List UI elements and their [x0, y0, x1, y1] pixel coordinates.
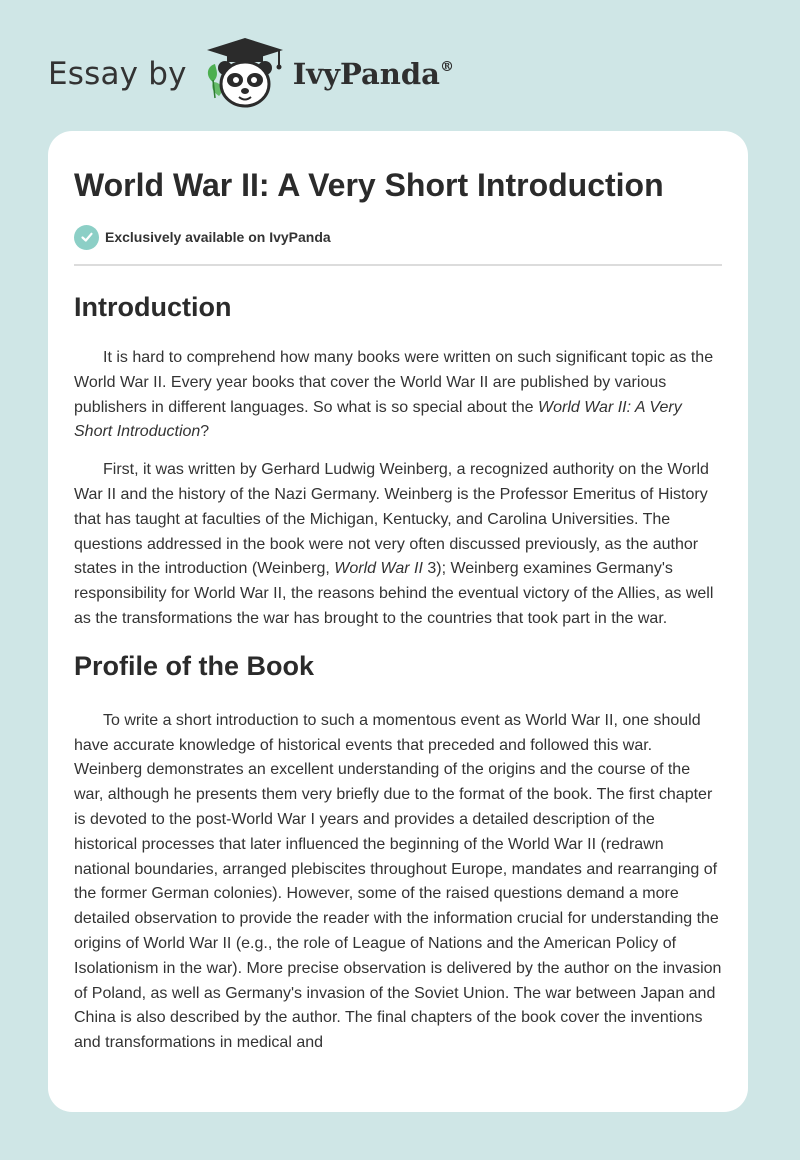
paragraph: To write a short introduction to such a momentous event as World War II, one should have accurate knowledge of historical events that preceded and followed this war. Weinberg demonstrates an excellent understanding of the origins and the course of the war, although he presents them very briefly due to the format of the book. The first chapter is devoted to the post-World War I years and provides a detailed description of the historical processes that later influenced the beginning of the World War II (redrawn national boundaries, arranged plebiscites throughout Europe, mandates and rearranging of the former German colonies). However, some of the raised questions demand a more detailed observation to provide the reader with the information crucial for understanding the origins of World War II (e.g., the role of League of Nations and the American Policy of Isolationism in the war). More precise observation is delivered by the author on the invasion of Poland, as well as Germany's invasion of the Soviet Union. The war between Japan and China is also described by the author. The final chapters of the book cover the inventions and transformations in medical and: [74, 711, 722, 1052]
paragraph: First, it was written by Gerhard Ludwig Weinberg, a recognized authority on the World War II and the history of the Nazi Germany. Weinberg is the Professor Emeritus of History that has taught at faculties of the Michigan, Kentucky, and Carolina Universities. The questions addressed in the book were not very often discussed previously, as the author states in the introduction (Weinberg, World War II 3); Weinberg examines Germany's responsibility for World War II, the reasons behind the eventual victory of the Allies, as well as the transformations the war has brought to the countries that took part in the war.: [74, 461, 714, 627]
page-title: World War II: A Very Short Introduction: [74, 167, 664, 203]
exclusive-badge-label: Exclusively available on IvyPanda: [105, 229, 331, 245]
check-circle-icon: [74, 225, 99, 250]
section-heading-introduction: Introduction: [74, 292, 232, 322]
section-heading-profile: Profile of the Book: [74, 650, 315, 681]
site-header: [48, 34, 454, 114]
essay-by-label: Essay by: [48, 56, 187, 92]
divider: [74, 264, 722, 266]
paragraph: It is hard to comprehend how many books were written on such significant topic as the World War II. Every year books that cover the World War II are published by various publishers in different languages. So what is so special about the World War II: A Very Short Introduction?: [74, 349, 714, 441]
essay-card: [48, 131, 748, 1112]
exclusive-badge: [74, 224, 722, 250]
panda-graduate-icon[interactable]: [199, 36, 291, 112]
brand-name[interactable]: IvyPanda®: [292, 57, 454, 91]
